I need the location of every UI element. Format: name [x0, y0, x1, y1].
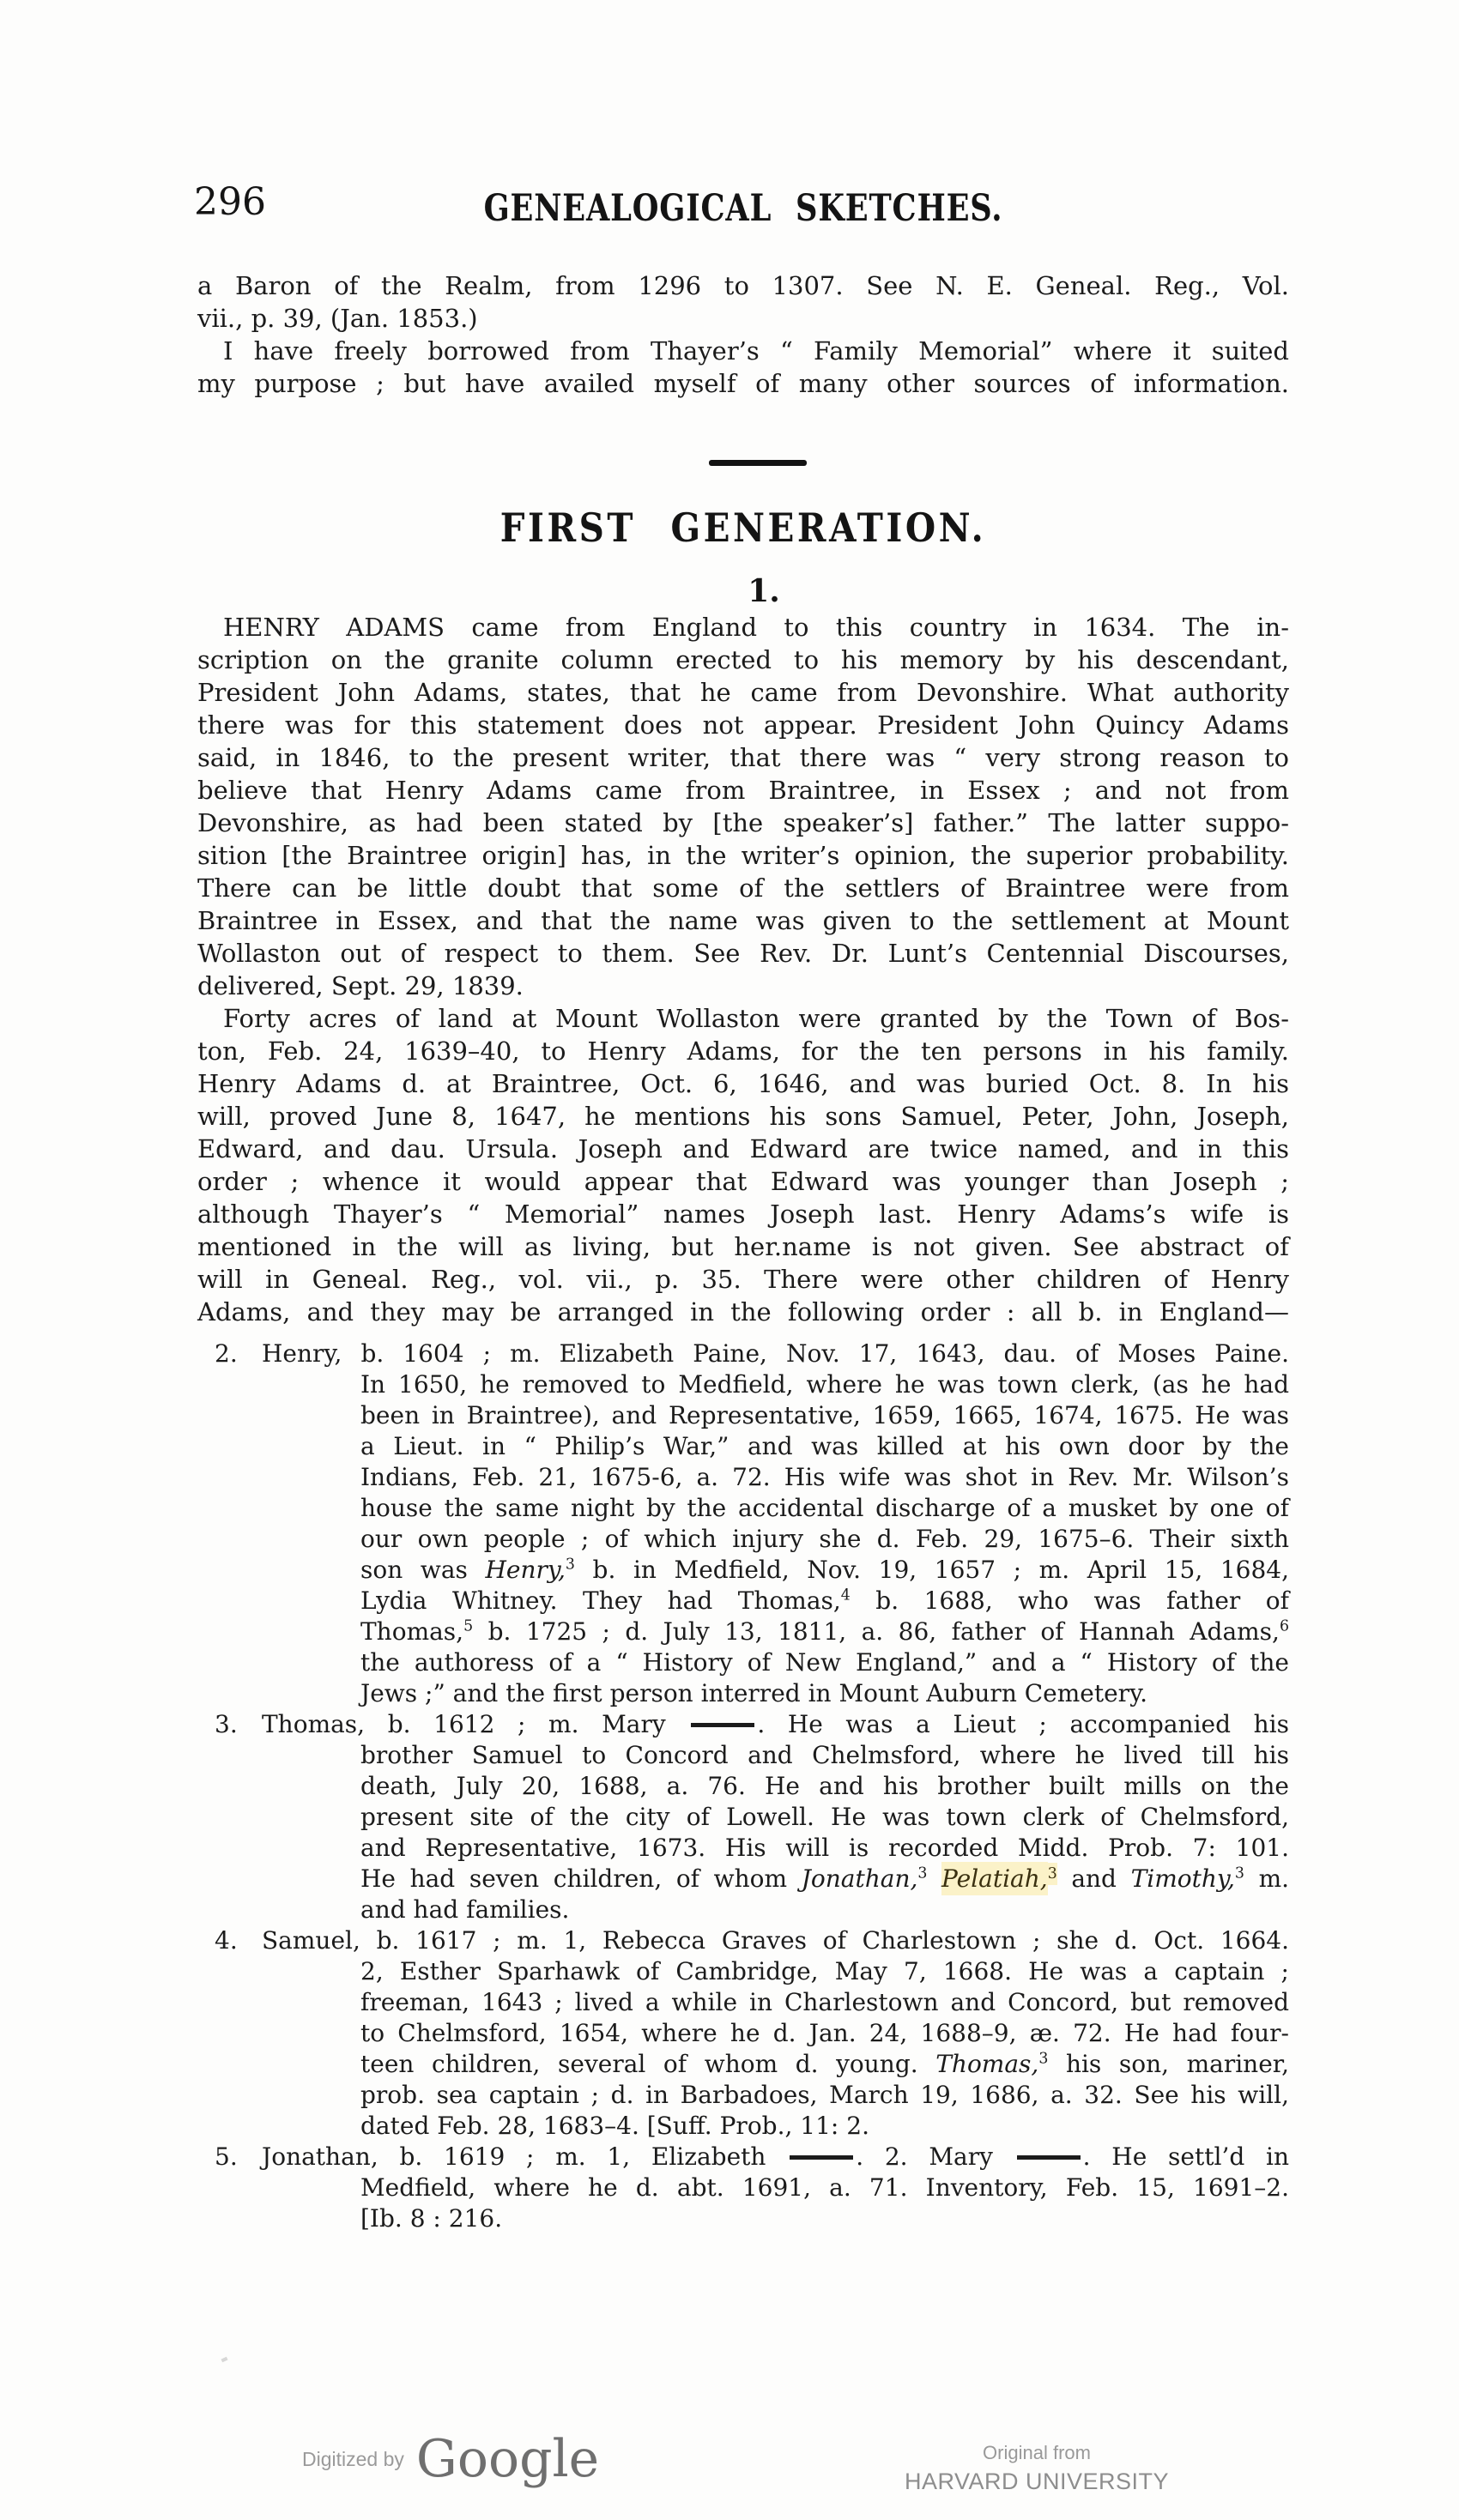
text-line: Jonathan, b. 1619 ; m. 1, Elizabeth . 2. Mary . He settl’d in	[262, 2142, 1289, 2171]
text-line: teen children, several of whom d. young. Thomas,$^3$ his son, mariner,	[360, 2050, 1289, 2078]
text-line: In 1650, he removed to Medfield, where he was town clerk, (as he had	[360, 1370, 1289, 1399]
text-line: Thomas, b. 1612 ; m. Mary . He was a Lieut ; accompanied his	[262, 1710, 1289, 1738]
text-line: scription on the granite column erected to his memory by his descendant,	[197, 645, 1289, 674]
section-divider-rule	[709, 460, 807, 466]
provenance-watermark	[893, 2442, 1181, 2495]
text-line: Samuel, b. 1617 ; m. 1, Rebecca Graves of Charlestown ; she d. Oct. 1664.	[262, 1926, 1289, 1955]
text-line: will, proved June 8, 1647, he mentions his sons Samuel, Peter, John, Joseph,	[197, 1102, 1289, 1131]
entry-number: 4.	[215, 1926, 238, 1955]
entry-number: 2.	[215, 1339, 238, 1368]
text-line: a Lieut. in “ Philip’s War,” and was killed at his own door by the	[360, 1432, 1289, 1460]
text-line: and Representative, 1673. His will is recorded Midd. Prob. 7: 101.	[360, 1834, 1289, 1862]
superscript-ref: 5	[463, 1617, 474, 1635]
text-line: there was for this statement does not appear. President John Quincy Adams	[197, 710, 1289, 740]
blank-name-rule	[790, 2155, 853, 2160]
text-line: Wollaston out of respect to them. See Rev. Dr. Lunt’s Centennial Discourses,	[197, 939, 1289, 968]
text-line: Devonshire, as had been stated by [the speaker’s] father.” The latter suppo-	[197, 808, 1289, 837]
text-line: death, July 20, 1688, a. 76. He and his brother built mills on the	[360, 1772, 1289, 1800]
blank-name-rule	[691, 1723, 754, 1727]
child-entry	[197, 2142, 1289, 2234]
text-line: believe that Henry Adams came from Braintree, in Essex ; and not from	[197, 776, 1289, 805]
superscript-ref: 3	[565, 1556, 575, 1574]
text-line: Forty acres of land at Mount Wollaston were granted by the Town of Bos-	[223, 1004, 1289, 1033]
blank-name-rule	[1017, 2155, 1081, 2160]
entry-number: 5.	[215, 2142, 238, 2171]
text-line: He had seven children, of whom Jonathan,$^3$ Pelatiah,$^3$ and Timothy,$^3$ m.	[360, 1864, 1290, 1893]
superscript-ref: 3	[1234, 1864, 1244, 1882]
text-line: will in Geneal. Reg., vol. vii., p. 35. There were other children of Henry	[197, 1265, 1289, 1294]
text-line: freeman, 1643 ; lived a while in Charlestown and Concord, but removed	[360, 1988, 1289, 2016]
search-highlight: 3	[1047, 1864, 1057, 1882]
google-watermark	[302, 2429, 600, 2489]
child-entry	[197, 1709, 1289, 1925]
text-run: Henry,	[485, 1556, 566, 1584]
text-line: delivered, Sept. 29, 1839.	[197, 971, 524, 1000]
child-entry	[197, 1339, 1289, 1709]
text-line: vii., p. 39, (Jan. 1853.)	[197, 304, 478, 333]
text-line: I have freely borrowed from Thayer’s “ Family Memorial” where it suited	[223, 336, 1289, 366]
text-run: Timothy,	[1130, 1864, 1235, 1893]
children-list	[197, 1339, 1289, 2234]
text-line: Adams, and they may be arranged in the following order : all b. in England—	[197, 1297, 1289, 1326]
text-line: Jews ;” and the first person interred in Mount Auburn Cemetery.	[360, 1679, 1148, 1707]
text-line: prob. sea captain ; d. in Barbadoes, March 19, 1686, a. 32. See his will,	[360, 2081, 1289, 2109]
entry-number: 3.	[215, 1710, 238, 1738]
text-line: ton, Feb. 24, 1639–40, to Henry Adams, for the ten persons in his family.	[197, 1036, 1289, 1066]
entry-number-1: 1.	[748, 573, 780, 609]
text-line: President John Adams, states, that he came from Devonshire. What authority	[197, 678, 1289, 707]
digitized-by-label: Digitized by	[302, 2447, 404, 2470]
text-line: HENRY ADAMS came from England to this country in 1634. The in-	[223, 613, 1289, 642]
text-line: There can be little doubt that some of the settlers of Braintree were from	[197, 873, 1289, 903]
text-line: house the same night by the accidental discharge of a musket by one of	[360, 1494, 1289, 1522]
text-line: son was Henry,$^3$ b. in Medfield, Nov. 19, 1657 ; m. April 15, 1684,	[360, 1556, 1289, 1584]
institution-label: HARVARD UNIVERSITY	[904, 2469, 1170, 2494]
child-entry	[197, 1925, 1289, 2142]
text-line: although Thayer’s “ Memorial” names Joseph last. Henry Adams’s wife is	[197, 1200, 1289, 1229]
text-line: my purpose ; but have availed myself of many other sources of information.	[197, 369, 1289, 398]
text-line: order ; whence it would appear that Edward was younger than Joseph ;	[197, 1167, 1289, 1196]
text-line: Henry, b. 1604 ; m. Elizabeth Paine, Nov. 17, 1643, dau. of Moses Paine.	[262, 1339, 1289, 1368]
text-line: and had families.	[360, 1895, 570, 1924]
text-line: 2, Esther Sparhawk of Cambridge, May 7, 1668. He was a captain ;	[360, 1957, 1289, 1985]
superscript-ref: 3	[917, 1864, 928, 1882]
text-line: mentioned in the will as living, but her.name is not given. See abstract of	[197, 1232, 1289, 1261]
text-line: Thomas,$^5$ b. 1725 ; d. July 13, 1811, a. 86, father of Hannah Adams,$^6$	[360, 1617, 1289, 1646]
text-line: brother Samuel to Concord and Chelmsford, where he lived till his	[360, 1741, 1289, 1769]
text-line: Henry Adams d. at Braintree, Oct. 6, 1646, and was buried Oct. 8. In his	[197, 1069, 1289, 1098]
text-line: sition [the Braintree origin] has, in the writer’s opinion, the superior probability.	[197, 841, 1289, 870]
text-line: present site of the city of Lowell. He was town clerk of Chelmsford,	[360, 1803, 1289, 1831]
scan-artifact	[221, 2357, 227, 2363]
superscript-ref: 4	[840, 1586, 851, 1604]
text-line: to Chelmsford, 1654, where he d. Jan. 24, 1688–9, æ. 72. He had four-	[360, 2019, 1289, 2047]
original-from-label: Original from	[983, 2442, 1091, 2463]
running-head: GENEALOGICAL SKETCHES.	[483, 187, 1003, 230]
text-line: our own people ; of which injury she d. Feb. 29, 1675–6. Their sixth	[360, 1525, 1289, 1553]
google-logo: Google	[415, 2429, 600, 2489]
text-run: Thomas,	[935, 2050, 1039, 2078]
page-number: 296	[194, 180, 266, 224]
text-line: the authoress of a “ History of New England,” and a “ History of the	[360, 1648, 1289, 1677]
intro-paragraphs	[197, 269, 1289, 400]
text-line: dated Feb. 28, 1683–4. [Suff. Prob., 11: 2.	[360, 2112, 869, 2140]
text-line: a Baron of the Realm, from 1296 to 1307. See N. E. Geneal. Reg., Vol.	[197, 271, 1289, 300]
text-line: Lydia Whitney. They had Thomas,$^4$ b. 1688, who was father of	[360, 1586, 1289, 1615]
superscript-ref: 6	[1279, 1617, 1289, 1635]
text-line: said, in 1846, to the present writer, that there was “ very strong reason to	[197, 743, 1289, 772]
text-line: Medfield, where he d. abt. 1691, a. 71. Inventory, Feb. 15, 1691–2.	[360, 2173, 1289, 2202]
text-line: been in Braintree), and Representative, 1659, 1665, 1674, 1675. He was	[360, 1401, 1289, 1429]
main-paragraphs	[197, 611, 1289, 1328]
section-heading: FIRST GENERATION.	[499, 505, 987, 551]
text-line: Braintree in Essex, and that the name was given to the settlement at Mount	[197, 906, 1289, 935]
text-line: Edward, and dau. Ursula. Joseph and Edward are twice named, and in this	[197, 1134, 1289, 1163]
superscript-ref: 3	[1038, 2050, 1049, 2068]
search-highlight: Pelatiah,	[941, 1864, 1048, 1893]
text-line: Indians, Feb. 21, 1675-6, a. 72. His wife was shot in Rev. Mr. Wilson’s	[360, 1463, 1289, 1491]
text-line: [Ib. 8 : 216.	[360, 2204, 503, 2233]
text-run: Jonathan,	[801, 1864, 918, 1893]
